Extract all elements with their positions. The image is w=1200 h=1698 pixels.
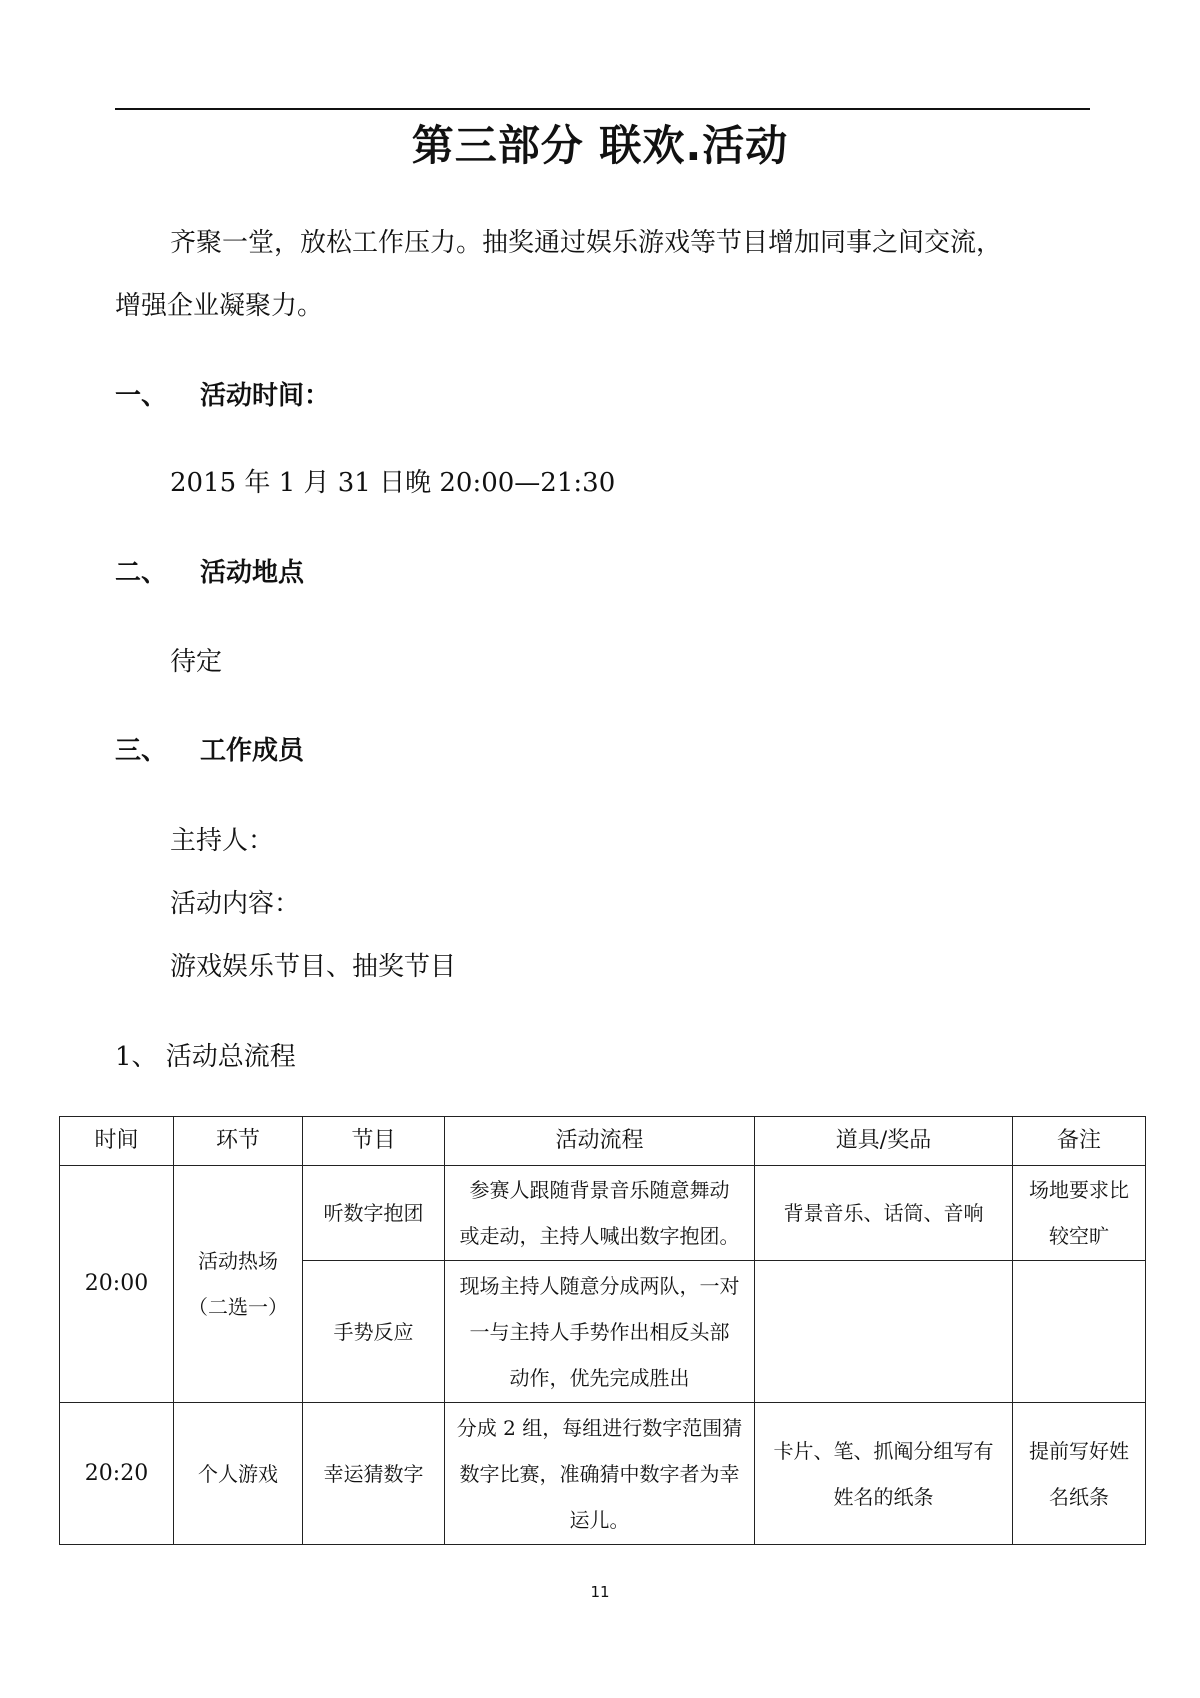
props-line: 姓名的纸条: [833, 1484, 934, 1509]
program-cell: 手势反应: [303, 1261, 445, 1403]
header-segment: 环节: [174, 1117, 303, 1166]
notes-line: 名纸条: [1049, 1484, 1109, 1509]
segment-cell: 个人游戏: [174, 1403, 303, 1545]
intro-line-1: 齐聚一堂，放松工作压力。抽奖通过娱乐游戏等节目增加同事之间交流，: [170, 228, 1003, 258]
section-3-number: 三、: [115, 736, 168, 766]
section-2-number: 二、: [115, 558, 168, 588]
flow-line: 分成 2 组，每组进行数字范围猜: [456, 1415, 743, 1440]
section-1-number: 一、: [115, 381, 168, 411]
section-2-title: 活动地点: [200, 558, 305, 588]
subheading-flow: 1、 活动总流程: [115, 1042, 296, 1072]
notes-cell: [1013, 1261, 1146, 1403]
flow-cell: [445, 1166, 755, 1261]
notes-line: 场地要求比: [1029, 1178, 1129, 1202]
page-title: 第三部分 联欢.活动: [411, 121, 789, 170]
section-1-body: 2015 年 1 月 31 日晚 20:00—21:30: [170, 468, 616, 498]
section-3-title: 工作成员: [200, 736, 305, 766]
time-cell: 20:20: [60, 1403, 174, 1545]
intro-line-2: 增强企业凝聚力。: [115, 291, 324, 321]
segment-line: （二选一）: [188, 1295, 288, 1319]
flow-line: 参赛人跟随背景音乐随意舞动: [469, 1178, 730, 1202]
header-notes: 备注: [1013, 1117, 1146, 1166]
program-cell: 幸运猜数字: [303, 1403, 445, 1545]
section-3-line-1: 主持人：: [170, 826, 275, 856]
table-header-row: [60, 1117, 1146, 1166]
time-cell: 20:00: [60, 1166, 174, 1403]
props-cell: [755, 1261, 1013, 1403]
header-rule: [115, 108, 1090, 110]
props-cell: 背景音乐、话筒、音响: [755, 1166, 1013, 1261]
flow-line: 数字比赛，准确猜中数字者为幸: [459, 1461, 740, 1486]
notes-cell: [1013, 1166, 1146, 1261]
activity-flow-table: [59, 1116, 1146, 1545]
header-time: 时间: [60, 1117, 174, 1166]
table-row: [60, 1403, 1146, 1545]
header-program: 节目: [303, 1117, 445, 1166]
props-cell: [755, 1403, 1013, 1545]
program-cell: 听数字抱团: [303, 1166, 445, 1261]
section-3-line-3: 游戏娱乐节目、抽奖节目: [170, 952, 457, 982]
props-line: 卡片、笔、抓阄分组写有: [773, 1438, 994, 1463]
notes-cell: [1013, 1403, 1146, 1545]
section-3-line-2: 活动内容：: [170, 889, 301, 919]
header-props: 道具/奖品: [755, 1117, 1013, 1166]
notes-line: 提前写好姓: [1029, 1438, 1129, 1463]
page-number: 11: [590, 1583, 610, 1601]
flow-line: 动作，优先完成胜出: [509, 1365, 690, 1390]
segment-cell: [174, 1166, 303, 1403]
section-2-body: 待定: [170, 647, 223, 677]
flow-line: 一与主持人手势作出相反头部: [469, 1319, 730, 1344]
flow-cell: [445, 1261, 755, 1403]
section-1-title: 活动时间：: [200, 381, 331, 411]
flow-line: 现场主持人随意分成两队，一对: [459, 1273, 740, 1298]
notes-line: 较空旷: [1049, 1224, 1109, 1248]
segment-line: 活动热场: [198, 1249, 278, 1273]
flow-line: 运儿。: [569, 1507, 630, 1532]
table-row: [60, 1166, 1146, 1261]
header-flow: 活动流程: [445, 1117, 755, 1166]
flow-line: 或走动，主持人喊出数字抱团。: [459, 1224, 740, 1248]
flow-cell: [445, 1403, 755, 1545]
